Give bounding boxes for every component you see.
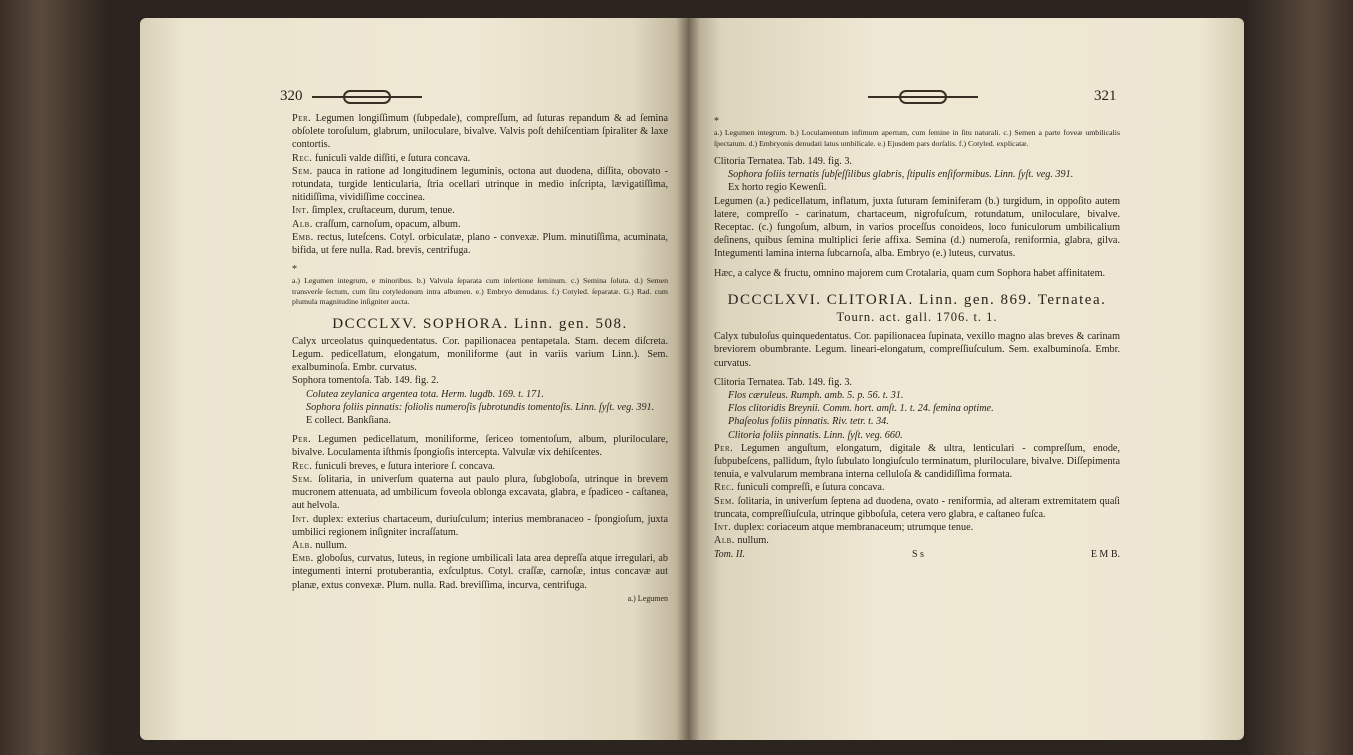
paragraph: Alb. nullum. <box>714 535 769 547</box>
fruit-description: Legumen (a.) pedicellatum, inflatum, juxta ſuturam ſeminiferam (b.) turgidum, in oppoſito autem latere, compreſſo - carinatum, chartaceum, nigrofuſcum, rotundatum, uniloculare, bivalve. Receptac. (c.) fungoſum, album, in varios proceſſus conoideos, loco funiculorum umbilicalium deſinens, quibus ſemina multiplici ſerie affixa. Semina (d.) numeroſa, reniformia, glabra, gilva. Integumenti lamina interna ſubcarnoſa, alba. Embryo (e.) luteus, curvatus. <box>714 195 1120 260</box>
fruit-description-top <box>292 112 668 257</box>
synonym: Flos clitoridis Breynii. Comm. hort. amſt. 1. t. 24. femina optime. <box>728 403 994 415</box>
synonym: Clitoria foliis pinnatis. Linn. ſyſt. veg. 660. <box>728 429 903 441</box>
synonym: Ex horto regio Kewenſi. <box>728 182 827 194</box>
left-page <box>140 18 688 740</box>
genus-heading: DCCCLXVI. CLITORIA. Linn. gen. 869. Ternatea. <box>727 291 1107 308</box>
header-ornament <box>868 90 978 104</box>
synonym: Phaſeolus foliis pinnatis. Riv. tetr. t. 34. <box>728 416 889 428</box>
species-name: Sophora tomentoſa. Tab. 149. fig. 2. <box>292 375 439 387</box>
synonym: E collect. Bankſiana. <box>306 415 391 427</box>
page-number: 321 <box>1094 88 1117 104</box>
genus-heading: DCCCLXV. SOPHORA. Linn. gen. 508. <box>332 315 628 332</box>
page-footer <box>714 548 1120 561</box>
paragraph: Alb. craſſum, carnoſum, opacum, album. <box>292 218 461 230</box>
figure-note: a.) Legumen integrum, e minoribus. b.) Valvula ſeparata cum inſertione ſeminum. c.) Semina ſoluta. d.) Semen transverſe ſectum, cum ſitu cotyledonum intra albumen. e.) Embryo denudatus. f.) Cotyled. ſeparatæ. G.) Rad. cum plumula magnitudine inſigniter aucta. <box>292 276 668 307</box>
right-text-block <box>714 115 1120 561</box>
figure-note: a.) Legumen integrum. b.) Loculamentum infimum apertum, cum ſemine in ſitu naturali. c.) Semen a parte foveæ umbilicalis ſpectatum. d.) Embryonis denudati latus umbilicale. e.) Ejusdem pars dorſalis. f.) Cotyled. explicatæ. <box>714 128 1120 148</box>
star-separator: * <box>714 116 720 127</box>
synonym: Colutea zeylanica argentea tota. Herm. lugdb. 169. t. 171. <box>306 388 544 400</box>
paragraph: Int. duplex: coriaceum atque membranaceum; utrumque tenue. <box>714 522 974 534</box>
left-text-block <box>292 112 668 605</box>
genus-description: Calyx urceolatus quinquedentatus. Cor. papilionacea pentapetala. Stam. decem diſcreta. Legum. pedicellatum, elongatum, moniliforme (aut in variis varium Linn.). Sem. exalbuminoſa. Embr. curvatus. <box>292 335 668 374</box>
species-name: Clitoria Ternatea. Tab. 149. fig. 3. <box>714 376 852 388</box>
paragraph: Int. duplex: exterius chartaceum, duriuſculum; interius membranaceo - ſpongioſum, juxta umbilici regionem inſigniter incraſſatum. <box>292 513 669 538</box>
signature-mark: S s <box>911 548 924 560</box>
catchword: E M B. <box>1090 548 1120 560</box>
catchword: a.) Legumen <box>627 593 668 603</box>
paragraph: Per. Legumen anguſtum, elongatum, digitale & ultra, lenticulari - compreſſum, enode, ſubpubeſcens, pallidum, ſtylo ſubulato longiuſculo terminatum, pluriloculare, bivalve. Diſſepimenta tenuia, e valvularum membrana interna celluloſa & candidiſſima formata. <box>714 442 1120 481</box>
paragraph: Rec. funiculi valde diſſiti, e ſutura concava. <box>292 152 471 164</box>
book-gutter <box>676 18 700 740</box>
synonym: Sophora foliis ternatis ſubſeſſilibus glabris, ſtipulis enſiformibus. Linn. ſyſt. veg. 391. <box>728 169 1074 181</box>
header-ornament <box>312 90 422 104</box>
paragraph: Emb. rectus, luteſcens. Cotyl. orbiculatæ, plano - convexæ. Plum. minutiſſima, acuminata, bifida, ut fere nulla. Rad. brevis, centrifuga. <box>292 231 668 257</box>
star-separator: * <box>292 264 298 276</box>
paragraph: Sem. ſolitaria, in univerſum ſeptena ad duodena, ovato - reniformia, ad alteram extremitatem quaſi truncata, compreſſiuſcula, utrinque gibboſula, cetera vero glabra, e caſtaneo fuſca. <box>714 495 1121 520</box>
paragraph: Alb. nullum. <box>292 539 347 551</box>
genus-description: Calyx tubuloſus quinquedentatus. Cor. papilionacea ſupinata, vexillo magno alas breves & carinam breviorem obumbrante. Legum. lineari-elongatum, compreſſiuſculum. Sem. exalbuminoſa. Embr. curvatus. <box>714 331 1120 369</box>
right-page <box>688 18 1244 740</box>
paragraph: Sem. pauca in ratione ad longitudinem leguminis, octona aut duodena, diſſita, obovato - rotundata, turgide lenticularia, ſtria ocellari utrinque in medio inſcripta, lævigatiſſima, nitidiſſima, vividiſſime coccinea. <box>292 165 668 204</box>
paragraph: Sem. ſolitaria, in univerſum quaterna aut paulo plura, ſubgloboſa, utrinque in brevem mucronem attenuata, ad umbilicum foveola oblonga excavata, glabra, e ſpadiceo - caſtanea, aut helvola. <box>292 473 668 512</box>
synonym: Flos cæruleus. Rumph. amb. 5. p. 56. t. 31. <box>728 390 904 402</box>
paragraph: Rec. funiculi breves, e ſutura interiore ſ. concava. <box>292 460 496 472</box>
volume-label: Tom. II. <box>714 548 746 560</box>
paragraph: Per. Legumen longiſſimum (ſubpedale), compreſſum, ad ſuturas repandum & ad ſemina obſolete toroſulum, glabrum, uniloculare, bivalve. Valvis poſt dehiſcentiam ſpiraliter & laxe contortis. <box>292 113 669 151</box>
genus-heading-secondary: Tourn. act. gall. 1706. t. 1. <box>836 310 998 325</box>
paragraph: Emb. globoſus, curvatus, luteus, in regione umbilicali lata area depreſſa atque irregulari, ab integumenti interni protuberantia, exſculptus. Cotyl. craſſæ, carnoſæ, intus concavæ aut planæ, extus convexæ. Plum. nulla. Rad. breviſſima, incurva, centrifuga. <box>292 553 668 591</box>
remark: Hæc, a calyce & fructu, omnino majorem cum Crotalaria, quam cum Sophora habet affinitatem. <box>714 267 1106 279</box>
paragraph: Per. Legumen pedicellatum, moniliforme, ſericeo tomentoſum, album, pluriloculare, bivalve. Loculamenta iſthmis ſpongioſis intercepta. Valvulæ vix dehiſcentes. <box>292 434 668 459</box>
species-name: Clitoria Ternatea. Tab. 149. fig. 3. <box>714 156 852 168</box>
page-number: 320 <box>280 88 303 104</box>
synonym: Sophora foliis pinnatis: foliolis numeroſis ſubrotundis tomentoſis. Linn. ſyſt. veg. 391. <box>306 401 655 413</box>
paragraph: Int. ſimplex, cruſtaceum, durum, tenue. <box>292 205 455 217</box>
paragraph: Rec. funiculi compreſſi, e ſutura concava. <box>714 482 885 494</box>
